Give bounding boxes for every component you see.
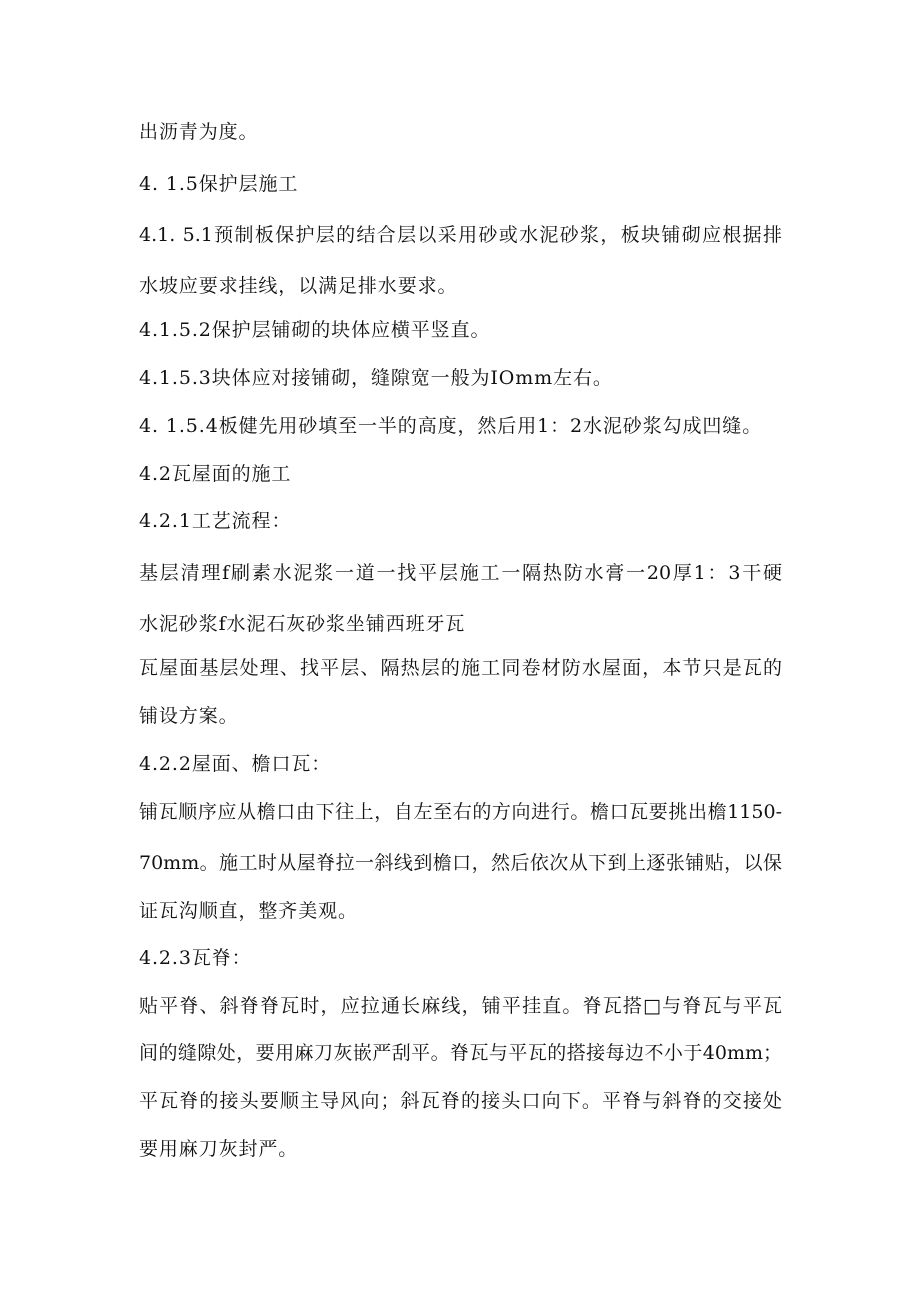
text-line: 4.1.5.3块体应对接铺砌，缝隙宽一般为IOmm左右。 — [139, 367, 613, 389]
section-heading: 4. 1.5保护层施工 — [139, 173, 299, 195]
section-heading: 4.2.2屋面、檐口瓦： — [139, 753, 332, 775]
text-line: 基层清理f刷素水泥浆一道一找平层施工一隔热防水膏一20厚1：3干硬 — [139, 562, 782, 584]
text-line: 要用麻刀灰封严。 — [139, 1138, 299, 1160]
text-line: 贴平脊、斜脊脊瓦时，应拉通长麻线，铺平挂直。脊瓦搭□与脊瓦与平瓦 — [139, 995, 782, 1017]
text-line: 水泥砂浆f水泥石灰砂浆坐铺西班牙瓦 — [139, 613, 466, 635]
text-line: 瓦屋面基层处理、找平层、隔热层的施工同卷材防水屋面，本节只是瓦的 — [139, 657, 782, 679]
text-line: 证瓦沟顺直，整齐美观。 — [139, 900, 358, 922]
text-line: 4. 1.5.4板健先用砂填至一半的高度，然后用1：2水泥砂浆勾成凹缝。 — [139, 415, 763, 437]
text-line: 铺瓦顺序应从檐口由下往上，自左至右的方向进行。檐口瓦要挑出檐1150- — [139, 801, 782, 823]
text-line: 4.1. 5.1预制板保护层的结合层以采用砂或水泥砂浆，板块铺砌应根据排 — [139, 224, 782, 246]
text-line: 间的缝隙处，要用麻刀灰嵌严刮平。脊瓦与平瓦的搭接每边不小于40mm； — [139, 1042, 782, 1064]
section-heading: 4.2.3瓦脊： — [139, 947, 252, 969]
text-line: 70mm。施工时从屋脊拉一斜线到檐口，然后依次从下到上逐张铺贴，以保 — [139, 852, 782, 874]
section-heading: 4.2.1工艺流程： — [139, 510, 292, 532]
text-line: 水坡应要求挂线，以满足排水要求。 — [139, 275, 458, 297]
text-line: 4.1.5.2保护层铺砌的块体应横平竖直。 — [139, 319, 491, 341]
text-line: 铺设方案。 — [139, 705, 239, 727]
text-line: 平瓦脊的接头要顺主导风向；斜瓦脊的接头口向下。平脊与斜脊的交接处 — [139, 1090, 782, 1112]
text-line: 出沥青为度。 — [139, 121, 259, 143]
section-heading: 4.2瓦屋面的施工 — [139, 463, 292, 485]
